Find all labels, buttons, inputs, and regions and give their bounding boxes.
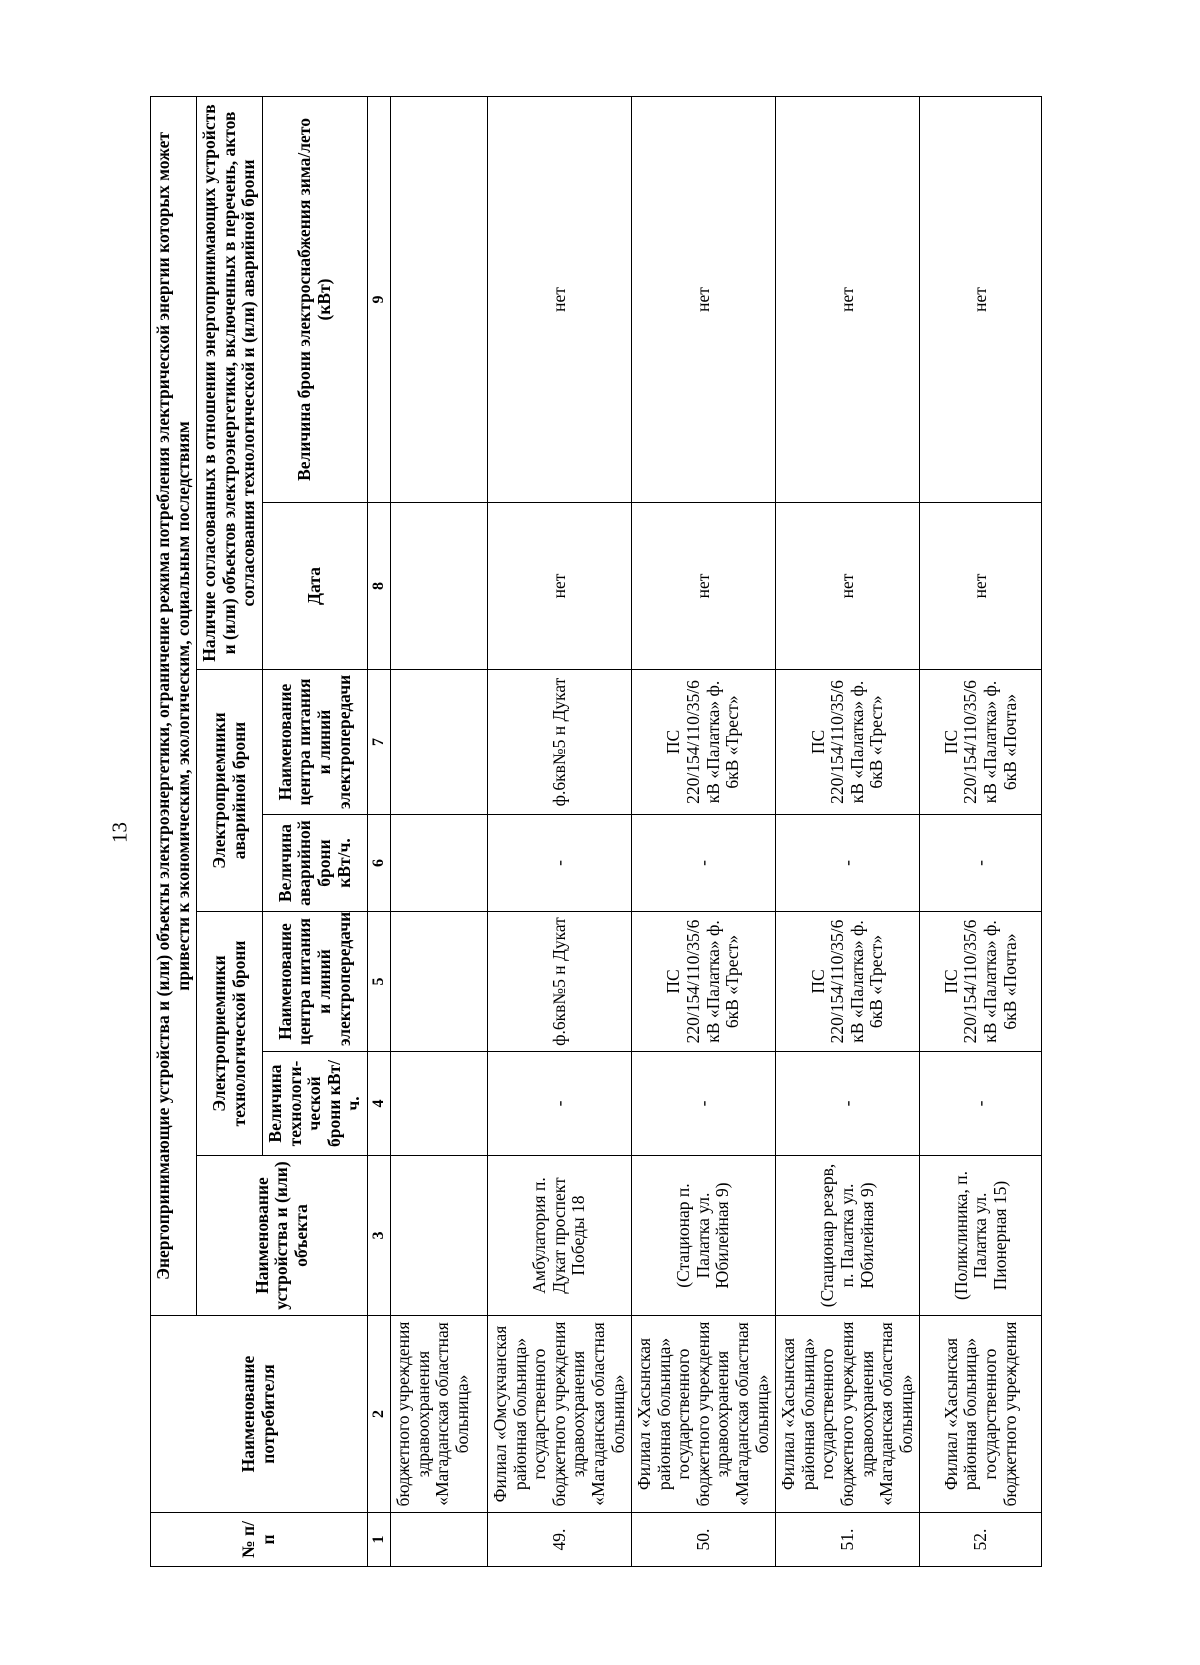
cell-tech-value: -: [632, 1052, 776, 1156]
header-group-main: Энергопринимающие устройства и (или) объекты электроэнергетики, ограничение режима потребления электрической энергии которых может привести к экономическим, экологическим, социальным последствиям: [151, 96, 197, 1315]
cell-date: нет: [632, 503, 776, 670]
col-number: 2: [367, 1316, 390, 1513]
cell-emerg-value: -: [776, 815, 920, 912]
page-number: 13: [107, 822, 132, 843]
header-num: № п/п: [151, 1513, 368, 1567]
cell-emerg-center: ф.6кв№5 н Дукат: [487, 670, 631, 815]
cell-date: [390, 503, 487, 670]
cell-tech-center: ПС 220/154/110/35/6 кВ «Палатка» ф. 6кВ «Трест»: [632, 912, 776, 1052]
cell-consumer: бюджетного учреждения здравоохранения «Магаданская областная больница»: [390, 1316, 487, 1513]
cell-tech-center: [390, 912, 487, 1052]
table-row: [487, 96, 631, 1566]
consumers-table: [150, 96, 1042, 1567]
cell-value: [390, 96, 487, 502]
table-row: [632, 96, 776, 1566]
header-emerg-center: Наименование центра питания и линий электропередачи: [262, 670, 367, 815]
cell-emerg-value: -: [487, 815, 631, 912]
cell-tech-value: -: [487, 1052, 631, 1156]
header-agree-date: Дата: [262, 503, 367, 670]
cell-consumer: Филиал «Хасынская районная больница» государственного бюджетного учреждения: [920, 1316, 1042, 1513]
cell-num: 49.: [487, 1513, 631, 1567]
cell-num: 52.: [920, 1513, 1042, 1567]
cell-tech-center: ПС 220/154/110/35/6 кВ «Палатка» ф. 6кВ «Почта»: [920, 912, 1042, 1052]
cell-object: (Стационар резерв, п. Палатка ул. Юбилейная 9): [776, 1156, 920, 1316]
cell-emerg-center: ПС 220/154/110/35/6 кВ «Палатка» ф. 6кВ «Трест»: [776, 670, 920, 815]
col-number: 6: [367, 815, 390, 912]
col-number: 5: [367, 912, 390, 1052]
header-tech-center: Наименование центра питания и линий электропередачи: [262, 912, 367, 1052]
cell-num: 50.: [632, 1513, 776, 1567]
cell-consumer: Филиал «Хасынская районная больница» государственного бюджетного учреждения здравоохранения «Магаданская областная больница»: [776, 1316, 920, 1513]
col-number: 7: [367, 670, 390, 815]
header-tech-value: Величина технологи-ческой брони кВт/ч.: [262, 1052, 367, 1156]
col-number: 1: [367, 1513, 390, 1567]
cell-value: нет: [487, 96, 631, 502]
cell-tech-value: -: [920, 1052, 1042, 1156]
header-emerg-group: Электроприемники аварийной брони: [197, 670, 263, 912]
cell-num: [390, 1513, 487, 1567]
cell-num: 51.: [776, 1513, 920, 1567]
header-agree-group: Наличие согласованных в отношении энергопринимающих устройств и (или) объектов электроэнергетики, включенных в перечень, актов согласования технологической и (или) аварийной брони: [197, 96, 263, 669]
rotated-table-sheet: [75, 72, 1125, 1592]
cell-emerg-value: -: [920, 815, 1042, 912]
cell-date: нет: [920, 503, 1042, 670]
cell-emerg-center: ПС 220/154/110/35/6 кВ «Палатка» ф. 6кВ «Трест»: [632, 670, 776, 815]
cell-emerg-value: [390, 815, 487, 912]
cell-tech-center: ПС 220/154/110/35/6 кВ «Палатка» ф. 6кВ «Трест»: [776, 912, 920, 1052]
table-row: [776, 96, 920, 1566]
table-row: [390, 96, 487, 1566]
header-agree-value: Величина брони электроснабжения зима/лето (кВт): [262, 96, 367, 502]
cell-emerg-value: -: [632, 815, 776, 912]
table-row: [920, 96, 1042, 1566]
cell-value: нет: [776, 96, 920, 502]
col-number: 3: [367, 1156, 390, 1316]
header-emerg-value: Величина аварийной брони кВт/ч.: [262, 815, 367, 912]
cell-object: (Поликлиника, п. Палатка ул. Пионерная 15): [920, 1156, 1042, 1316]
cell-object: Амбулатория п. Дукат проспект Победы 18: [487, 1156, 631, 1316]
cell-emerg-center: [390, 670, 487, 815]
col-number: 9: [367, 96, 390, 502]
cell-tech-center: ф.6кв№5 н Дукат: [487, 912, 631, 1052]
cell-tech-value: [390, 1052, 487, 1156]
header-tech-group: Электроприемники технологической брони: [197, 912, 263, 1156]
cell-value: нет: [920, 96, 1042, 502]
col-number: 8: [367, 503, 390, 670]
cell-tech-value: -: [776, 1052, 920, 1156]
cell-consumer: Филиал «Хасынская районная больница» государственного бюджетного учреждения здравоохранения «Магаданская областная больница»: [632, 1316, 776, 1513]
cell-object: (Стационар п. Палатка ул. Юбилейная 9): [632, 1156, 776, 1316]
cell-date: нет: [776, 503, 920, 670]
cell-object: [390, 1156, 487, 1316]
cell-date: нет: [487, 503, 631, 670]
cell-consumer: Филиал «Омсукчанская районная больница» государственного бюджетного учреждения здравоохранения «Магаданская областная больница»: [487, 1316, 631, 1513]
header-consumer: Наименование потребителя: [151, 1316, 368, 1513]
cell-emerg-center: ПС 220/154/110/35/6 кВ «Палатка» ф. 6кВ «Почта»: [920, 670, 1042, 815]
header-object: Наименование устройства и (или) объекта: [197, 1156, 368, 1316]
column-numbers-row: [367, 96, 390, 1566]
cell-value: нет: [632, 96, 776, 502]
col-number: 4: [367, 1052, 390, 1156]
